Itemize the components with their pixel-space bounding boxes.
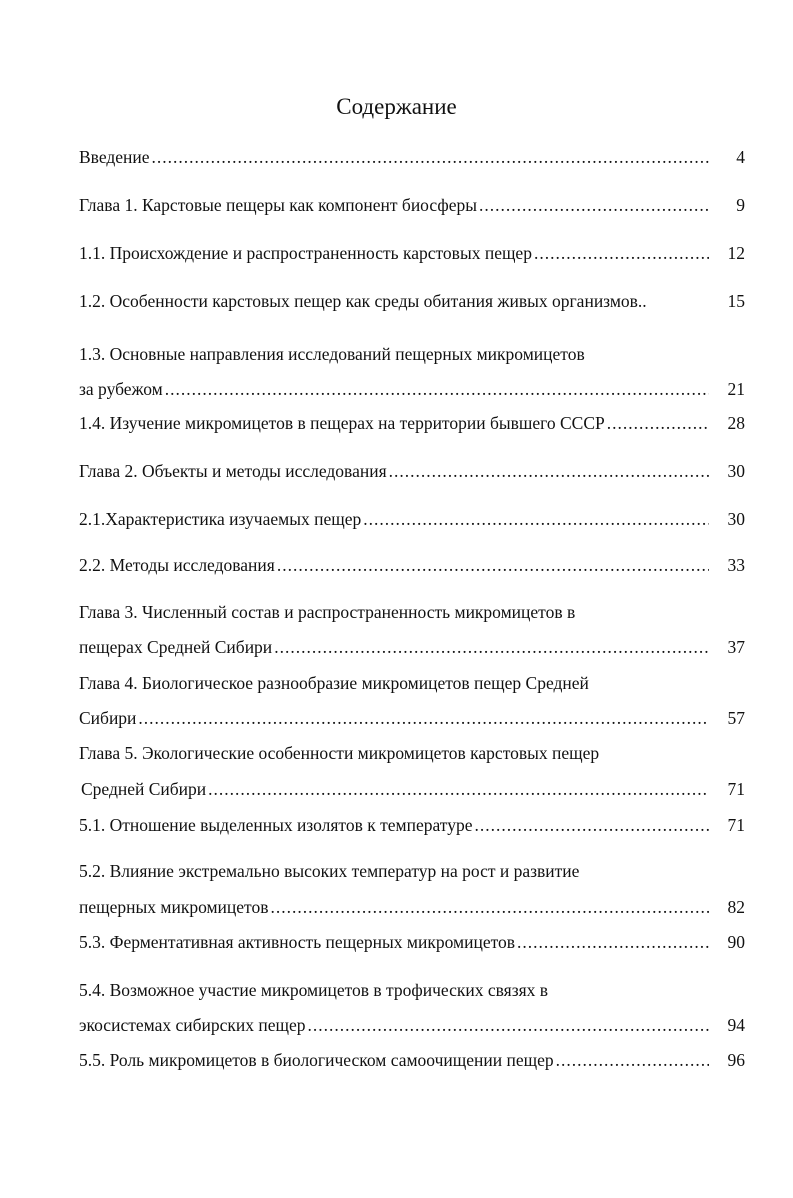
toc-entry: [79, 634, 745, 660]
toc-entry: [79, 458, 745, 484]
toc-entry-page: 57: [727, 708, 745, 728]
toc-entry-page: 28: [727, 413, 745, 433]
toc-dot-leader: [208, 776, 709, 802]
toc-entry-text: 2.2. Методы исследования: [79, 555, 275, 575]
toc-entry-page: 9: [736, 195, 745, 215]
toc-entry-text: пещерах Средней Сибири: [79, 637, 273, 657]
toc-entry-text: Введение: [79, 147, 150, 167]
toc-dot-leader: [363, 506, 709, 532]
toc-entry-page: 71: [727, 815, 745, 835]
toc-entry: [79, 341, 745, 367]
toc-entry: [79, 506, 745, 532]
toc-entry-text: экосистемах сибирских пещер: [79, 1015, 306, 1035]
toc-entry: [79, 288, 745, 314]
toc-entry-text: 1.2. Особенности карстовых пещер как среды обитания живых организмов..: [79, 291, 647, 311]
toc-entry-page: 30: [727, 461, 745, 481]
toc-dot-leader: [277, 552, 709, 578]
toc-entry-page: 90: [727, 932, 745, 952]
toc-entry-page: 94: [727, 1015, 745, 1035]
toc-dot-leader: [274, 634, 709, 660]
toc-dot-leader: [534, 240, 709, 266]
toc-entry: [79, 376, 745, 402]
toc-entry-text: пещерных микромицетов: [79, 897, 269, 917]
toc-entry: [79, 929, 745, 955]
toc-entry-page: 82: [727, 897, 745, 917]
toc-entry-text: 1.4. Изучение микромицетов в пещерах на территории бывшего СССР: [79, 413, 605, 433]
toc-entry-page: 96: [727, 1050, 745, 1070]
toc-entry-page: 37: [727, 637, 745, 657]
toc-entry: [79, 858, 745, 884]
toc-dot-leader: [389, 458, 709, 484]
toc-dot-leader: [152, 144, 709, 170]
toc-entry: [81, 776, 745, 802]
toc-entry-text: 5.3. Ферментативная активность пещерных микромицетов: [79, 932, 516, 952]
toc-dot-leader: [556, 1047, 709, 1073]
toc-dot-leader: [479, 192, 709, 218]
toc-entry-text: Глава 1. Карстовые пещеры как компонент биосферы: [79, 195, 477, 215]
toc-entry-text: Глава 3. Численный состав и распространенность микромицетов в: [79, 602, 576, 622]
toc-entry: [79, 1012, 745, 1038]
toc-entry-text: 5.2. Влияние экстремально высоких температур на рост и развитие: [79, 861, 580, 881]
toc-entry-page: 4: [736, 147, 745, 167]
toc-entry-page: 21: [727, 379, 745, 399]
toc-dot-leader: [270, 894, 709, 920]
toc-entry: [79, 812, 745, 838]
toc-dot-leader: [138, 705, 709, 731]
toc-entry: [79, 705, 745, 731]
toc-entry: [79, 192, 745, 218]
toc-entry-text: Глава 5. Экологические особенности микромицетов карстовых пещер: [79, 743, 600, 763]
toc-entry-text: Средней Сибири: [81, 779, 207, 799]
toc-entry: [79, 410, 745, 436]
toc-dot-leader: [474, 812, 709, 838]
toc-entry-text: 5.5. Роль микромицетов в биологическом самоочищении пещер: [79, 1050, 554, 1070]
toc-entry-text: Глава 2. Объекты и методы исследования: [79, 461, 387, 481]
toc-entry-page: 33: [727, 555, 745, 575]
toc-entry: [79, 740, 745, 766]
toc-entry-page: 71: [727, 779, 745, 799]
toc-entry-page: 12: [727, 243, 745, 263]
toc-entry-page: 30: [727, 509, 745, 529]
toc-dot-leader: [165, 376, 709, 402]
toc-entry: [79, 144, 745, 170]
toc-entry: [79, 670, 745, 696]
toc-entry-text: 2.1.Характеристика изучаемых пещер: [79, 509, 362, 529]
toc-entry-text: Сибири: [79, 708, 137, 728]
toc-entry: [79, 977, 745, 1003]
toc-entry: [79, 894, 745, 920]
page-title: Содержание: [336, 94, 457, 119]
toc-entry-text: Глава 4. Биологическое разнообразие микромицетов пещер Средней: [79, 673, 589, 693]
toc-dot-leader: [308, 1012, 709, 1038]
toc-dot-leader: [517, 929, 709, 955]
toc-dot-leader: [607, 410, 709, 436]
toc-entry-text: 1.3. Основные направления исследований пещерных микромицетов: [79, 344, 585, 364]
toc-entry-text: 1.1. Происхождение и распространенность карстовых пещер: [79, 243, 532, 263]
toc-entry: [79, 552, 745, 578]
toc-entry-text: за рубежом: [79, 379, 163, 399]
toc-entry: [79, 599, 745, 625]
toc-entry: [79, 1047, 745, 1073]
toc-entry-text: 5.4. Возможное участие микромицетов в трофических связях в: [79, 980, 549, 1000]
toc-entry: [79, 240, 745, 266]
toc-entry-text: 5.1. Отношение выделенных изолятов к температуре: [79, 815, 473, 835]
toc-entry-page: 15: [727, 291, 745, 311]
